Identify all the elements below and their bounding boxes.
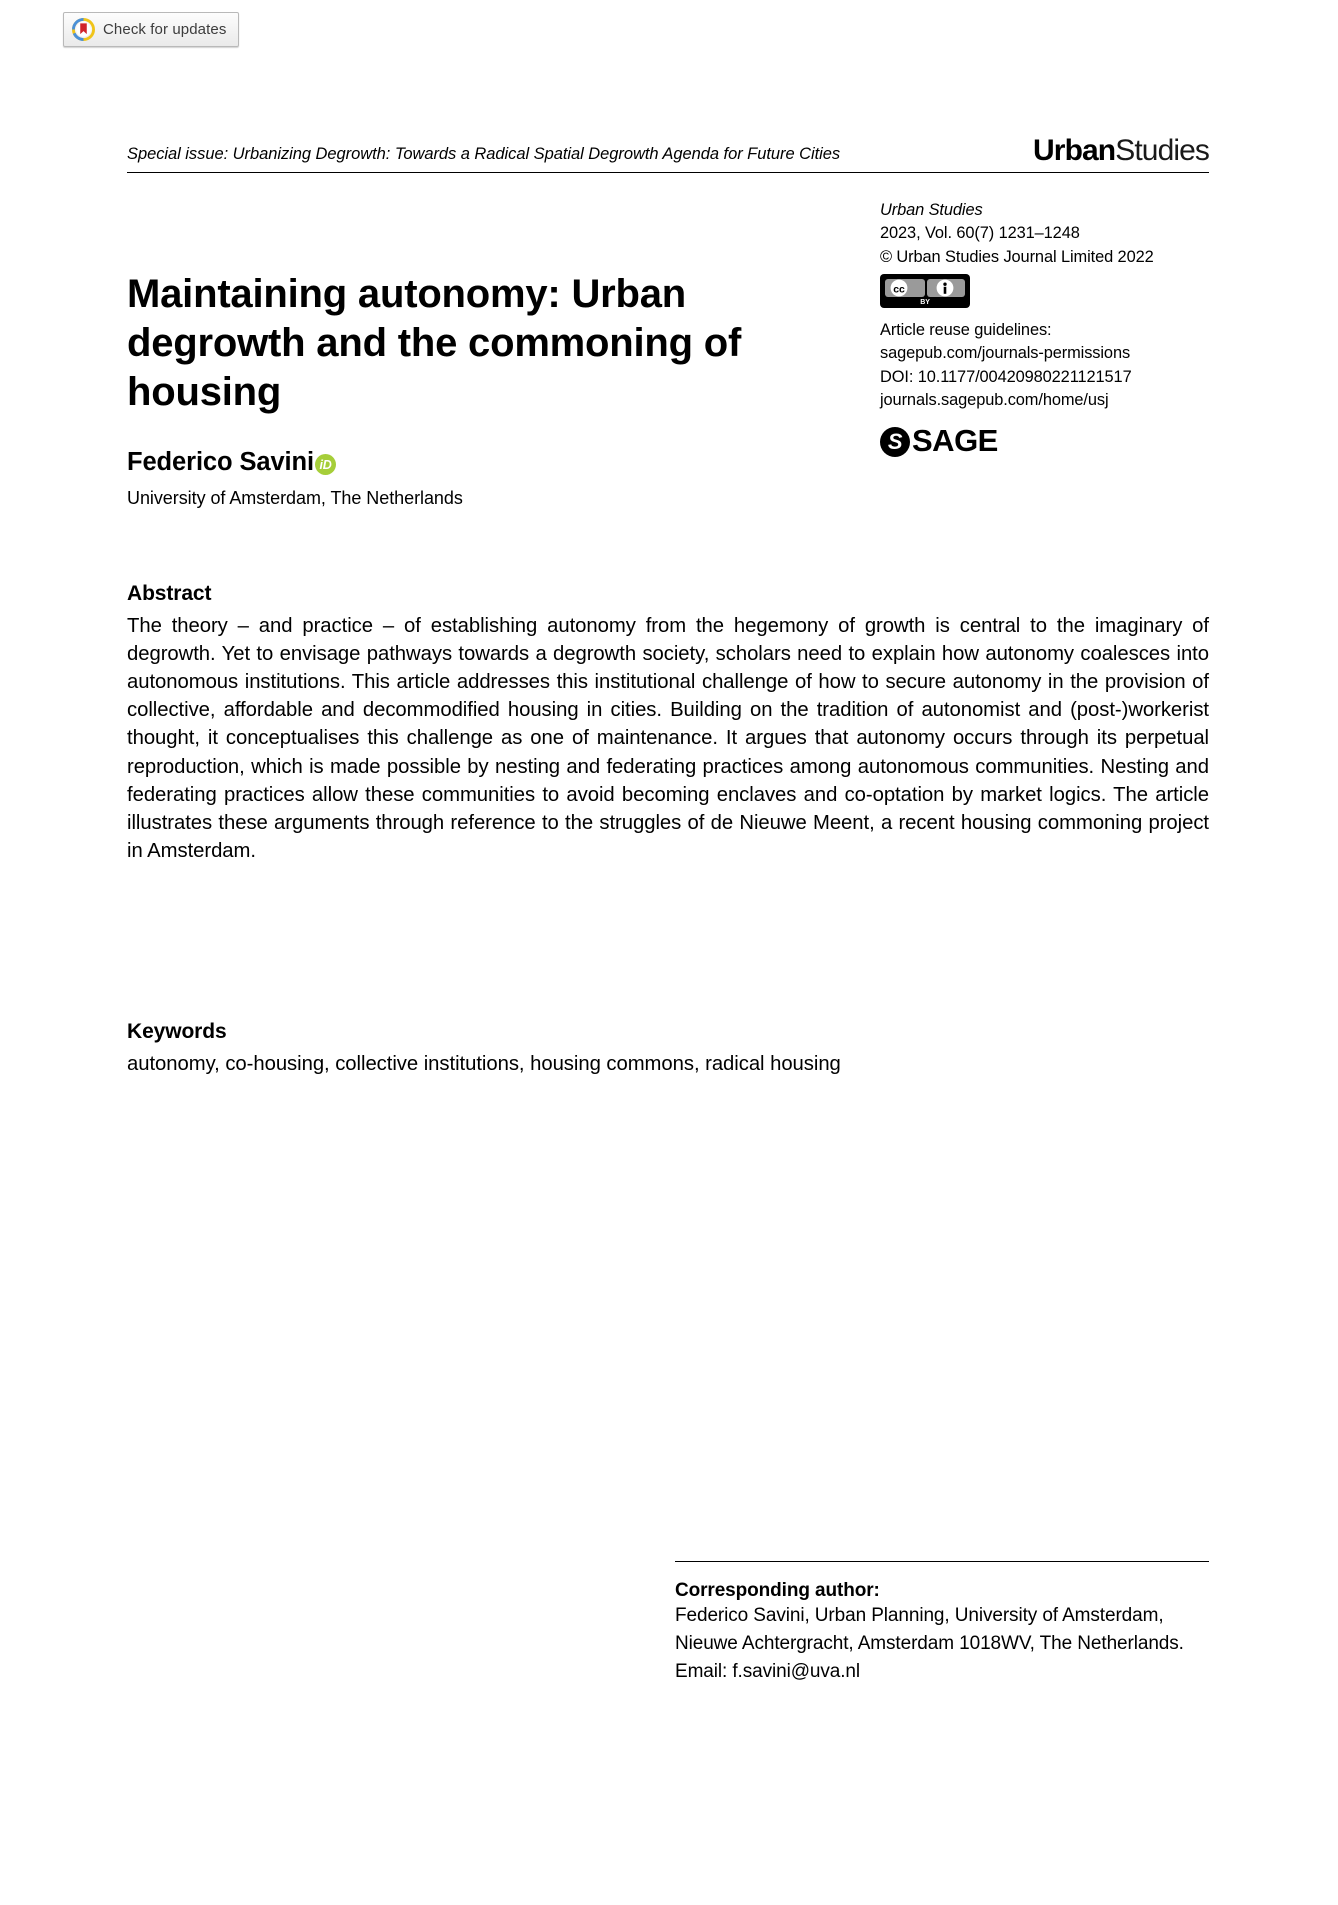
keywords-text: autonomy, co-housing, collective institutions, housing commons, radical housing [127, 1053, 841, 1075]
svg-text:cc: cc [893, 283, 905, 296]
crossmark-label: Check for updates [103, 21, 227, 38]
meta-reuse-guidelines-label: Article reuse guidelines: [880, 321, 1052, 340]
special-issue-title: Special issue: Urbanizing Degrowth: Towards a Radical Spatial Degrowth Agenda for Future Cities [127, 145, 841, 163]
page-title: Maintaining autonomy: Urban degrowth and the commoning of housing [127, 271, 742, 415]
corresponding-author-address: Federico Savini, Urban Planning, University of Amsterdam, Nieuwe Achtergracht, Amsterdam 1018WV, The Netherlands. [675, 1605, 1184, 1654]
meta-permissions-link[interactable]: sagepub.com/journals-permissions [880, 344, 1131, 363]
meta-volume-pages: 2023, Vol. 60(7) 1231–1248 [880, 224, 1080, 243]
running-head [127, 136, 1209, 166]
abstract-heading: Abstract [127, 582, 212, 605]
sage-mark-icon: S [880, 427, 910, 457]
sage-wordmark: SAGE [912, 423, 998, 459]
author-name-row [127, 448, 336, 477]
corresponding-author-heading: Corresponding author: [675, 1580, 880, 1601]
orcid-icon[interactable]: iD [315, 454, 336, 475]
corresponding-author-block [675, 1561, 1209, 1686]
meta-doi[interactable]: DOI: 10.1177/00420980221121517 [880, 367, 1132, 386]
meta-journal-name: Urban Studies [880, 201, 983, 219]
keywords-section [127, 1020, 1209, 1098]
keywords-heading: Keywords [127, 1020, 227, 1043]
creative-commons-by-icon [880, 274, 970, 308]
author-block [127, 448, 767, 509]
meta-journal-home-link[interactable]: journals.sagepub.com/home/usj [880, 391, 1109, 410]
svg-text:BY: BY [920, 298, 930, 306]
journal-logo-light: Studies [1115, 134, 1209, 167]
journal-logo-bold: Urban [1033, 134, 1116, 167]
corresponding-author-email[interactable]: Email: f.savini@uva.nl [675, 1660, 860, 1682]
meta-copyright: © Urban Studies Journal Limited 2022 [880, 247, 1154, 266]
sage-publisher-logo [880, 423, 1210, 459]
crossmark-icon [72, 18, 95, 41]
abstract-text: The theory – and practice – of establishing autonomy from the hegemony of growth is central to the imaginary of degrowth. Yet to envisage pathways towards a degrowth society, scholars need to explain how autonomy coalesces into autonomous institutions. This article addresses this institutional challenge of how to secure autonomy in the provision of collective, affordable and decommodified housing in cities. Building on the tradition of autonomist and (post-)workerist thought, it conceptualises this challenge as one of maintenance. It argues that autonomy occurs through its perpetual reproduction, which is made possible by nesting and federating practices among autonomous communities. Nesting and federating practices allow these communities to avoid becoming enclaves and co-optation by market logics. The article illustrates these arguments through reference to the struggles of de Nieuwe Meent, a recent housing commoning project in Amsterdam. [127, 615, 1209, 862]
footer-divider [675, 1561, 1209, 1562]
author-affiliation: University of Amsterdam, The Netherlands [127, 488, 463, 508]
author-name: Federico Savini [127, 448, 314, 476]
journal-logo [1033, 136, 1209, 166]
article-first-page [127, 0, 1209, 1905]
header-divider [127, 172, 1209, 173]
abstract-section [127, 582, 1209, 885]
article-metadata [880, 199, 1210, 459]
